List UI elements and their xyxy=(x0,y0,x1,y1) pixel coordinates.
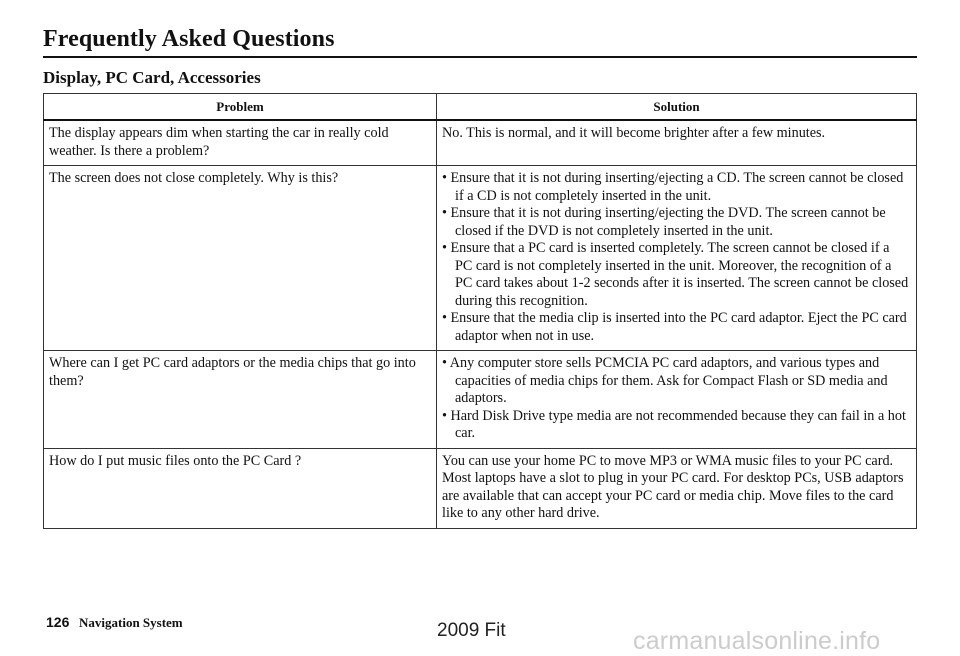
solution-bullet: • Any computer store sells PCMCIA PC card adaptors, and various types and capacities of media chips for them. Ask for Compact Flash or SD media and adaptors. xyxy=(442,355,888,406)
table-row xyxy=(44,120,917,166)
solution-cell: No. This is normal, and it will become brighter after a few minutes. xyxy=(437,120,917,166)
header-problem: Problem xyxy=(44,94,437,121)
section-title: Display, PC Card, Accessories xyxy=(43,68,261,87)
watermark-model: 2009 Fit xyxy=(437,620,506,641)
header-solution: Solution xyxy=(437,94,917,121)
table-row xyxy=(44,351,917,449)
page-title: Frequently Asked Questions xyxy=(43,26,335,52)
solution-bullet: • Hard Disk Drive type media are not recommended because they can fail in a hot car. xyxy=(442,407,906,441)
table-header-row xyxy=(44,94,917,121)
watermark-site: carmanualsonline.info xyxy=(633,627,881,655)
solution-bullet: • Ensure that the media clip is inserted into the PC card adaptor. Eject the PC card adaptor when not in use. xyxy=(442,310,907,344)
faq-table xyxy=(43,93,917,529)
table-row xyxy=(44,166,917,351)
problem-cell: The screen does not close completely. Why is this? xyxy=(44,166,437,351)
solution-cell xyxy=(437,351,917,449)
table-row xyxy=(44,448,917,528)
problem-cell: The display appears dim when starting the car in really cold weather. Is there a problem? xyxy=(44,120,437,166)
solution-cell: You can use your home PC to move MP3 or WMA music files to your PC card. Most laptops have a slot to plug in your PC card. For desktop PCs, USB adaptors are available that can accept your PC card or media chip. Move files to the card like to any other hard drive. xyxy=(437,448,917,528)
footer-label: Navigation System xyxy=(79,615,183,630)
problem-cell: Where can I get PC card adaptors or the media chips that go into them? xyxy=(44,351,437,449)
solution-bullet: • Ensure that a PC card is inserted completely. The screen cannot be closed if a PC card is not completely inserted in the unit. Moreover, the recognition of a PC card takes about 1-2 seconds after it is inserted. The screen cannot be closed during this recognition. xyxy=(442,240,909,309)
title-rule xyxy=(43,56,917,58)
problem-cell: How do I put music files onto the PC Card ? xyxy=(44,448,437,528)
solution-bullet: • Ensure that it is not during inserting/ejecting the DVD. The screen cannot be closed if the DVD is not completely inserted in the unit. xyxy=(442,205,886,239)
solution-cell xyxy=(437,166,917,351)
page-number: 126 xyxy=(46,614,70,630)
solution-bullet: • Ensure that it is not during inserting/ejecting a CD. The screen cannot be closed if a CD is not completely inserted in the unit. xyxy=(442,170,904,204)
